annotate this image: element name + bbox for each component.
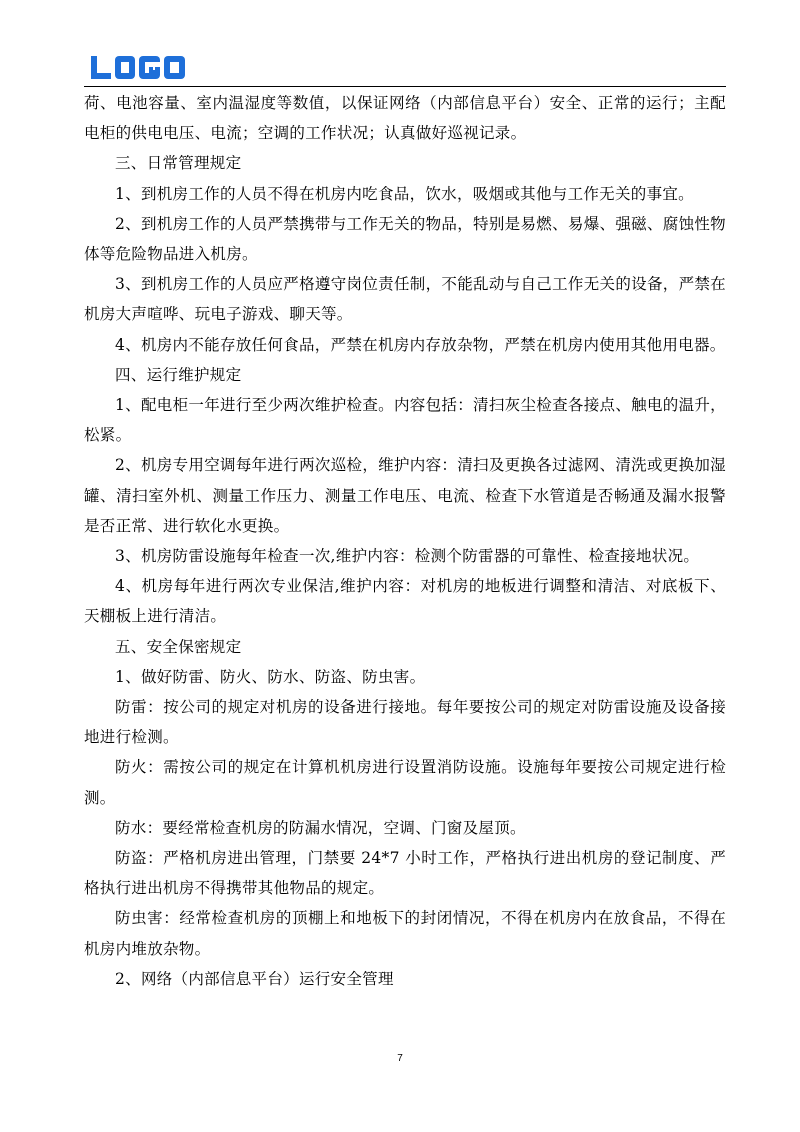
- paragraph: 防盗：严格机房进出管理，门禁要 24*7 小时工作，严格执行进出机房的登记制度、严格执行进出机房不得携带其他物品的规定。: [84, 849, 726, 898]
- section-heading: 五、安全保密规定: [115, 637, 242, 656]
- paragraph: 防水：要经常检查机房的防漏水情况，空调、门窗及屋顶。: [115, 818, 526, 837]
- paragraph: 3、机房防雷设施每年检查一次,维护内容：检测个防雷器的可靠性、检查接地状况。: [115, 547, 700, 566]
- paragraph: 2、到机房工作的人员严禁携带与工作无关的物品，特别是易燃、易爆、强磁、腐蚀性物体等危险物品进入机房。: [84, 214, 726, 264]
- paragraph: 防火：需按公司的规定在计算机机房进行设置消防设施。设施每年要按公司规定进行检测。: [84, 758, 726, 807]
- paragraph: 4、机房每年进行两次专业保洁,维护内容：对机房的地板进行调整和清洁、对底板下、天棚板上进行清洁。: [84, 577, 726, 626]
- paragraph: 1、配电柜一年进行至少两次维护检查。内容包括：清扫灰尘检查各接点、触电的温升，松紧。: [84, 396, 726, 445]
- logo: [91, 51, 191, 83]
- paragraph: 防雷：按公司的规定对机房的设备进行接地。每年要按公司的规定对防雷设施及设备接地进行检测。: [84, 698, 726, 747]
- section-heading: 四、运行维护规定: [115, 365, 242, 384]
- paragraph: 3、到机房工作的人员应严格遵守岗位责任制，不能乱动与自己工作无关的设备，严禁在机房大声喧哗、玩电子游戏、聊天等。: [84, 275, 726, 324]
- header-rule: [84, 86, 726, 87]
- paragraph: 2、网络（内部信息平台）运行安全管理: [115, 969, 394, 988]
- paragraph: 防虫害：经常检查机房的顶棚上和地板下的封闭情况，不得在机房内在放食品，不得在机房内堆放杂物。: [84, 909, 726, 958]
- paragraph: 2、机房专用空调每年进行两次巡检，维护内容：清扫及更换各过滤网、清洗或更换加湿罐、清扫室外机、测量工作压力、测量工作电压、电流、检查下水管道是否畅通及漏水报警是否正常、进行软化水更换。: [84, 456, 726, 535]
- paragraph: 1、做好防雷、防火、防水、防盗、防虫害。: [115, 667, 426, 686]
- paragraph: 荷、电池容量、室内温湿度等数值，以保证网络（内部信息平台）安全、正常的运行；主配电柜的供电电压、电流；空调的工作状况；认真做好巡视记录。: [84, 94, 726, 143]
- logo-graphic: [91, 51, 191, 83]
- paragraph: 4、机房内不能存放任何食品，严禁在机房内存放杂物，严禁在机房内使用其他用电器。: [115, 335, 726, 354]
- document-body: [84, 88, 726, 994]
- section-heading: 三、日常管理规定: [115, 154, 242, 173]
- paragraph: 1、到机房工作的人员不得在机房内吃食品，饮水，吸烟或其他与工作无关的事宜。: [115, 184, 694, 203]
- page-number: 7: [397, 1053, 403, 1064]
